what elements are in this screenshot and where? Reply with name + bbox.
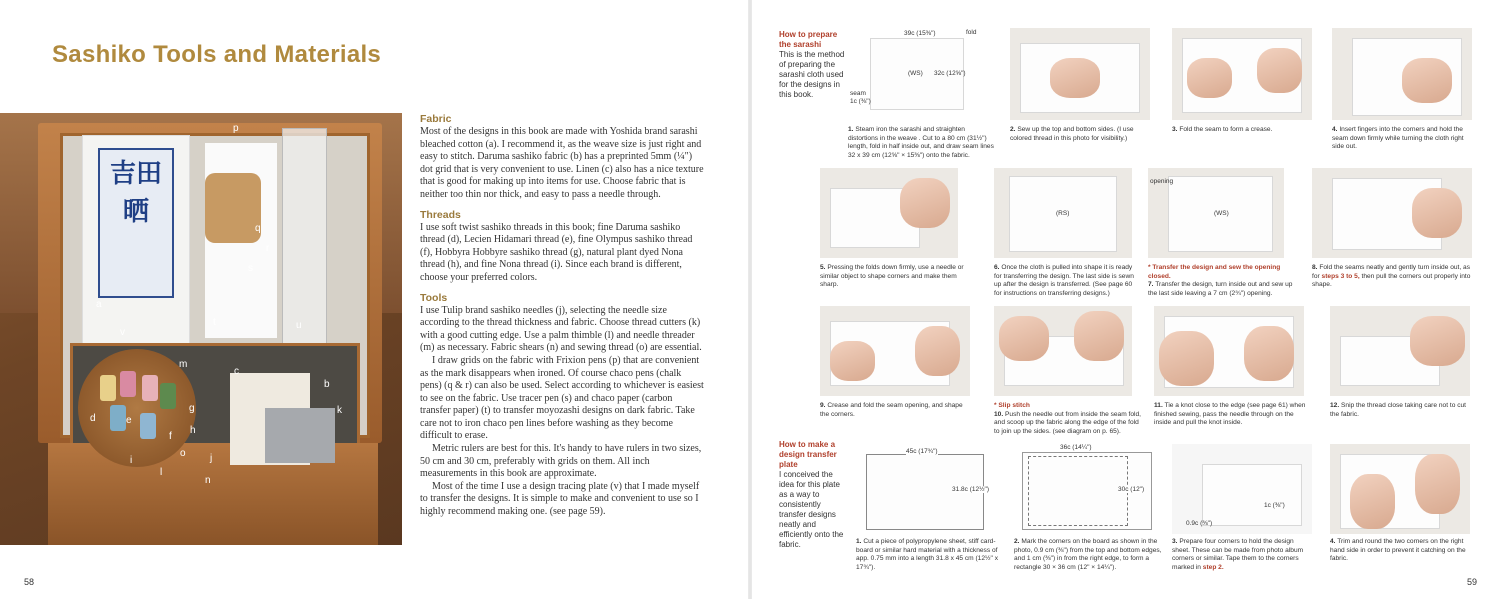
- page-title: Sashiko Tools and Materials: [52, 41, 382, 68]
- paragraph-fabric: Most of the designs in this book are made with Yoshida brand sarashi bleached cotton (a). I recommend it, as the weave size is just right and easy to stitch. Daruma sashiko fabric (b) has a preprinted 5mm (¼") dot grid that is very convenient to use. Linen (c) also has a nice texture that is good for making up into items for use. Choose fabric that is neither too thin nor thick, and easy to pass a needle through.: [420, 126, 704, 200]
- sarashi-step-6: (RS) 6. Once the cloth is pulled into shape it is ready for transferring the design. The last side is sewn up after the design is transferred. (See page 60 for instructions on transferring designs.): [994, 168, 1144, 298]
- plate-step-1: 45c (17¾") 31.8c (12½") 1. Cut a piece of polypropylene sheet, stiff card-board or similar hard material with a thickness of app. 0.75 mm into a length 31.8 x 45 cm (12½" x 17¾").: [856, 444, 1004, 584]
- page-number-right: 59: [1467, 577, 1478, 587]
- heading-fabric: Fabric: [420, 113, 452, 125]
- sarashi-step-12: 12. Snip the thread close taking care not to cut the fabric.: [1330, 306, 1475, 436]
- sarashi-step-11: 11. Tie a knot close to the edge (see page 61) when finished sewing, pass the needle through on the inside and pull the knot inside.: [1154, 306, 1314, 436]
- plate-step-2: 36c (14¼") 30c (12") 2. Mark the corners on the board as shown in the photo, 0.9 cm (⅜") from the top and bottom edges, and 1 cm (⅜") in from the right edge, to form a rectangle 30 × 36 cm (12" × 14¼").: [1014, 444, 1162, 571]
- heading-threads: Threads: [420, 208, 461, 221]
- plate-intro-text: I conceived the idea for this plate as a way to consistently transfer designs neatly and efficiently onto the fabric.: [779, 470, 844, 549]
- paragraph-tools-2: I draw grids on the fabric with Frixion pens (p) that are convenient as the mark disappears when ironed. Of course chaco pens (chalk pens) (q & r) can also be used. Select according to whichever is easiest to see on the fabric. Use tracer pen (s) and chaco paper (carbon transfer paper) (t) to transfer moyozashi designs on dark fabric. Take care not to iron chaco pen lines before washing as they become difficult to erase.: [420, 354, 704, 442]
- plate-heading: How to make a design transfer plate: [779, 440, 837, 469]
- sarashi-intro-text: This is the method of preparing the sarashi cloth used for the designs in this book.: [779, 50, 845, 99]
- heading-tools: Tools: [420, 291, 448, 304]
- sarashi-step-4: 4. Insert fingers into the corners and hold the seam down firmly while turning the cloth right side out.: [1332, 28, 1474, 158]
- right-page: [752, 0, 1500, 599]
- sarashi-step-9: 9. Crease and fold the seam opening, and shape the corners.: [820, 306, 970, 436]
- paragraph-tools-1: I use Tulip brand sashiko needles (j), selecting the needle size according to the thread thickness and fabric. Choose thread cutters (k) with a good cutting edge. Use a palm thimble (l) and needle threader (m) as necessary. Fabric shears (n) and sewing thread (o) are essential.: [420, 304, 702, 354]
- sarashi-intro: [779, 30, 847, 100]
- sarashi-heading: How to prepare the sarashi: [779, 30, 838, 49]
- paragraph-tools-4: Most of the time I use a design tracing plate (v) that I made myself to transfer the designs. It is simple to make and convenient to use so I highly recommend making one. (see page 59).: [420, 480, 700, 518]
- sarashi-step-2: 2. Sew up the top and bottom sides. (I use colored thread in this photo for visibility.): [1010, 28, 1150, 158]
- plate-step-3: 1c (⅜") 0.9c (⅜") 3. Prepare four corners to hold the design sheet. These can be made from photo album corners or similar. Tape them to the corners marked in step 2.: [1172, 444, 1312, 584]
- paragraph-tools-3: Metric rulers are best for this. It's handy to have rulers in two sizes, 50 cm and 30 cm, preferably with grids on them. All inch measurements in this book are approximate.: [420, 443, 702, 480]
- page-number-left: 58: [24, 577, 35, 587]
- sarashi-step-7: opening (WS) * Transfer the design and sew the opening closed. 7. Transfer the design, turn inside out and sew up the last side leaving a 7 cm (2¾") opening.: [1148, 168, 1298, 298]
- sarashi-step-10: * Slip stitch 10. Push the needle out from inside the seam fold, and scoop up the fabric along the edge of the fold to join up the sides. (see diagram on p. 65).: [994, 306, 1144, 436]
- left-page: [0, 0, 748, 599]
- paragraph-threads: I use soft twist sashiko threads in this book; fine Daruma sashiko thread (d), Lecien Hidamari thread (e), fine Olympus sashiko thread (f), Hobbyra Hobbyre sashiko thread (g), natural plant dyed Nona thread (h), and fine Nona thread (i). Since each brand is different, choose your preferred colors.: [420, 221, 693, 283]
- pen-cup: [205, 173, 261, 243]
- plate-step-4: 4. Trim and round the two corners on the right hand side in order to prevent it catching on the fabric.: [1330, 444, 1475, 584]
- sarashi-step-3: 3. Fold the seam to form a crease.: [1172, 28, 1312, 158]
- sarashi-step-5: 5. Pressing the folds down firmly, use a needle or similar object to shape corners and make them sharp.: [820, 168, 970, 298]
- tools-drawer-photo: 吉田晒 p a t u b k c m g d e h f o i j l n q r s v: [0, 113, 402, 545]
- plate-intro: [779, 440, 847, 550]
- text-column: [420, 112, 705, 519]
- sarashi-step-8: 8. Fold the seams neatly and gently turn inside out, as for steps 3 to 5, then pull the corners out properly into shape.: [1312, 168, 1474, 298]
- sarashi-step-1: 39c (15⅜") fold (WS) 32c (12⅝") seam 1c (⅜") 1. Steam iron the sarashi and straighten distortions in the weave . Cut to a 80 cm (31½") length, fold in half inside out, and draw seam lines 32 x 39 cm (12⅝" × 15⅜") onto the fabric.: [848, 29, 994, 159]
- fabric-brand-kanji: 吉田晒: [109, 159, 162, 227]
